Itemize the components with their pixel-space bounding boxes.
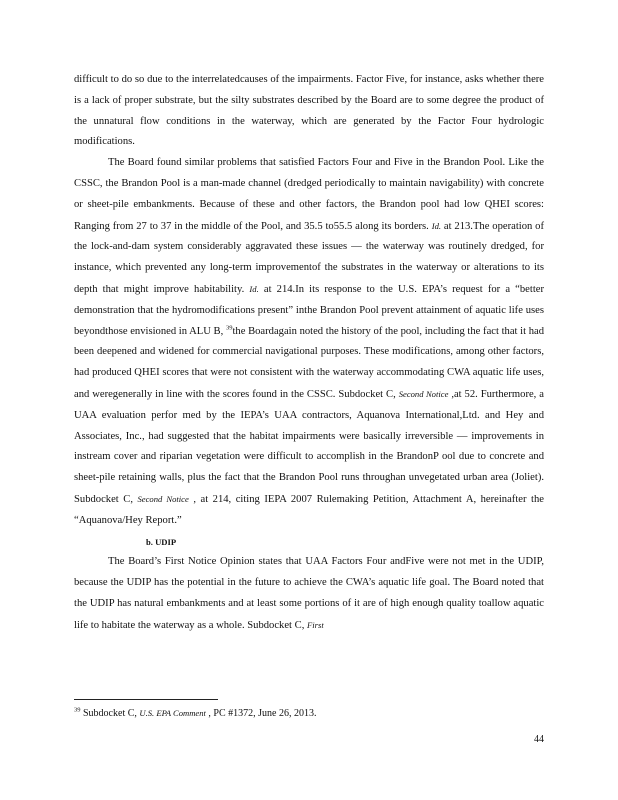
page-number: 44 (534, 734, 544, 745)
footnote-text: Subdocket C, (83, 708, 137, 719)
first-notice-citation: First (307, 619, 324, 630)
body-text (74, 70, 544, 637)
footnote-divider (74, 699, 218, 700)
paragraph-2-part-e: ,at 52. Furthermore, a UAA evaluation perfor med by the IEPA’s UAA contractors, Aquanova International,Ltd. and Hey and Associates, Inc., had suggested that the habitat impairments were basically irreversible — improvements in instream cover and riparian vegetation were difficult to accomplish in the BrandonP ool due to concrete and sheet-pile retaining walls, plus the fact that the Brandon Pool runs throughan unvegetated urban area (Joliet). Subdocket C, (74, 388, 544, 505)
paragraph-2-part-d: the Boardagain noted the history of the pool, including the fact that it had been deepened and widened for commercial navigational purposes. These modifications, among other factors, had produced QHEI scores that were not consistent with the waterway accommodating CWA aquatic life uses, and weregenerally in line with the scores found in the CSSC. Subdocket C, (74, 325, 544, 400)
footnote-number: 39 (74, 706, 81, 714)
footnote-italic-citation: U.S. EPA Comment (139, 708, 206, 718)
paragraph-2 (74, 153, 544, 531)
second-notice-citation: Second Notice (137, 493, 189, 504)
paragraph-2-part-b: at 213.The operation of the lock-and-dam system considerably aggravated these issues — the waterway was routinely dredged, for instance, which prevented any long-term improvementof the substrates in the waterway or alterations to its depth that might improve habitability. (74, 220, 544, 295)
paragraph-3-part-a: The Board’s First Notice Opinion states that UAA Factors Four andFive were not met in the UDIP, because the UDIP has the potential in the future to achieve the CWA’s aquatic life goal. The Board noted that the UDIP has natural embankments and at least some portions of it are of high enough quality toallow aquatic life to habitate the waterway as a whole. Subdocket C, (74, 556, 544, 631)
footnote-reference[interactable]: 39 (225, 324, 233, 332)
footnote-text-end: , PC #1372, June 26, 2013. (208, 708, 317, 719)
paragraph-3 (74, 552, 544, 636)
id-citation: Id. (431, 220, 442, 231)
paragraph-1: difficult to do so due to the interrelatedcauses of the impairments. Factor Five, for instance, asks whether there is a lack of proper substrate, but the silty substrates described by the Board are to some degree the product of the unnatural flow conditions in the waterway, which are generated by the Factor Four hydrologic modifications. (74, 74, 544, 148)
paragraph-2-part-a: The Board found similar problems that satisfied Factors Four and Five in the Brandon Pool. Like the CSSC, the Brandon Pool is a man-made channel (dredged periodically to maintain navigability) with concrete or sheet-pile embankments. Because of these and other factors, the Brandon pool had low QHEI scores: Ranging from 27 to 37 in the middle of the Pool, and 35.5 to55.5 along its borders. (74, 157, 544, 232)
paragraph-2-part-c: at 214.In its response to the U.S. EPA’s request for a “better demonstration that the hydromodifications present” inthe Brandon Pool prevent attainment of aquatic life uses beyondthose envisioned in ALU B, (74, 283, 544, 337)
section-subheading: b. UDIP (146, 536, 177, 547)
id-citation: Id. (249, 283, 259, 294)
second-notice-citation: Second Notice (398, 388, 449, 399)
paragraph-2-part-f: , at 214, citing IEPA 2007 Rulemaking Petition, Attachment A, hereinafter the “Aquanova/Hey Report.” (74, 493, 544, 526)
footnote-39 (74, 706, 544, 721)
